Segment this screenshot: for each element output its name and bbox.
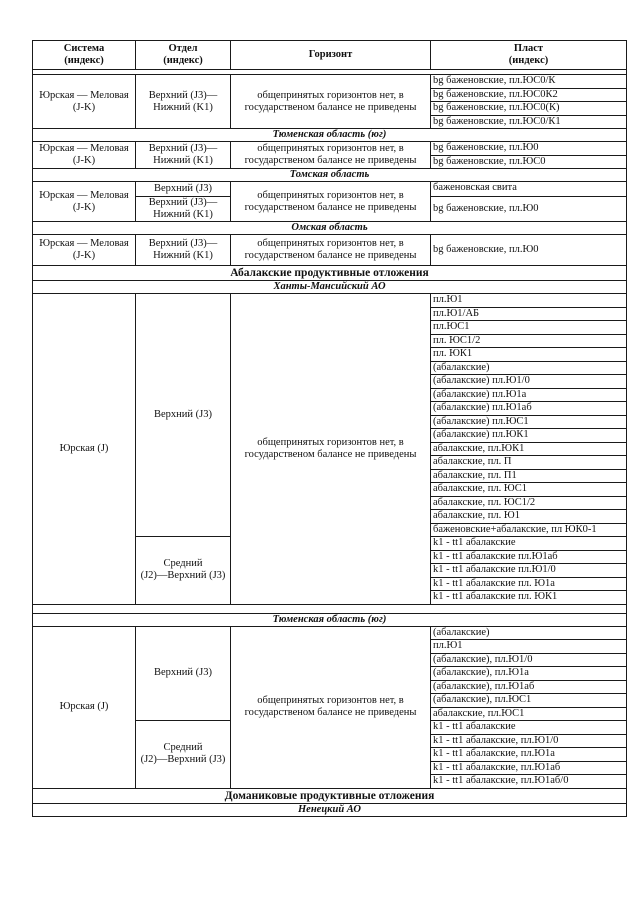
dept-cell: Средний (J2)—Верхний (J3) — [136, 721, 231, 789]
layer-cell: bg баженовские, пл.ЮС0/К — [431, 75, 627, 89]
region-title: Томская область — [33, 169, 627, 182]
layer-cell: k1 - tt1 абалакские, пл.Ю1аб/0 — [431, 775, 627, 789]
blank-row — [33, 604, 627, 613]
dept-cell: Верхний (J3) — [136, 182, 231, 197]
layer-cell: абалакские, пл.ЮС1 — [431, 707, 627, 721]
region-row — [33, 222, 627, 235]
header-horizon: Горизонт — [231, 41, 431, 70]
group-row — [33, 266, 627, 281]
layer-cell: (абалакские), пл.ЮС1 — [431, 694, 627, 708]
table-row — [33, 142, 627, 156]
region-title: Тюменская область (юг) — [33, 613, 627, 626]
region-title: Омская область — [33, 222, 627, 235]
region-row — [33, 803, 627, 816]
layer-cell: абалакские, пл.ЮК1 — [431, 442, 627, 456]
layer-cell: k1 - tt1 абалакские, пл.Ю1аб — [431, 761, 627, 775]
system-cell: Юрская — Меловая (J-K) — [33, 142, 136, 169]
deposits-table — [32, 40, 627, 817]
layer-cell: (абалакские) — [431, 361, 627, 375]
layer-cell: абалакские, пл. ЮС1 — [431, 483, 627, 497]
layer-cell: bg баженовские, пл.ЮС0 — [431, 155, 627, 169]
dept-cell: Верхний (J3)— Нижний (K1) — [136, 142, 231, 169]
layer-cell: k1 - tt1 абалакские — [431, 537, 627, 551]
group-title: Доманиковые продуктивные отложения — [33, 788, 627, 803]
layer-cell: k1 - tt1 абалакские пл. ЮК1 — [431, 591, 627, 605]
horizon-cell: общепринятых горизонтов нет, в государственом балансе не приведены — [231, 75, 431, 129]
layer-cell: k1 - tt1 абалакские, пл.Ю1/0 — [431, 734, 627, 748]
table-row — [33, 235, 627, 266]
layer-cell: пл.ЮС1 — [431, 321, 627, 335]
table-row — [33, 182, 627, 197]
system-cell: Юрская (J) — [33, 294, 136, 605]
layer-cell: абалакские, пл. ЮС1/2 — [431, 496, 627, 510]
horizon-cell: общепринятых горизонтов нет, в государственом балансе не приведены — [231, 182, 431, 222]
layer-cell: пл. ЮС1/2 — [431, 334, 627, 348]
layer-cell: (абалакские) пл.Ю1аб — [431, 402, 627, 416]
layer-cell: bg баженовские, пл.ЮС0К2 — [431, 88, 627, 102]
layer-cell: (абалакские) пл.ЮС1 — [431, 415, 627, 429]
dept-cell: Верхний (J3) — [136, 294, 231, 537]
layer-cell: (абалакские), пл.Ю1/0 — [431, 653, 627, 667]
horizon-cell: общепринятых горизонтов нет, в государственом балансе не приведены — [231, 626, 431, 788]
layer-cell: k1 - tt1 абалакские — [431, 721, 627, 735]
dept-cell: Верхний (J3)— Нижний (K1) — [136, 75, 231, 129]
layer-cell: bg баженовские, пл.ЮС0(К) — [431, 102, 627, 116]
dept-cell: Средний (J2)—Верхний (J3) — [136, 537, 231, 605]
layer-cell: пл. ЮК1 — [431, 348, 627, 362]
dept-cell: Верхний (J3)— Нижний (K1) — [136, 235, 231, 266]
layer-cell: (абалакские), пл.Ю1а — [431, 667, 627, 681]
layer-cell: bg баженовские, пл.Ю0 — [431, 197, 627, 222]
layer-cell: пл.Ю1 — [431, 640, 627, 654]
horizon-cell: общепринятых горизонтов нет, в государственом балансе не приведены — [231, 142, 431, 169]
region-title: Ненецкий АО — [33, 803, 627, 816]
layer-cell: k1 - tt1 абалакские пл.Ю1/0 — [431, 564, 627, 578]
horizon-cell: общепринятых горизонтов нет, в государственом балансе не приведены — [231, 235, 431, 266]
region-title: Ханты-Мансийский АО — [33, 281, 627, 294]
system-cell: Юрская (J) — [33, 626, 136, 788]
layer-cell: bg баженовские, пл.Ю0 — [431, 142, 627, 156]
region-row — [33, 129, 627, 142]
system-cell: Юрская — Меловая (J-K) — [33, 235, 136, 266]
document-page — [32, 40, 626, 817]
region-title: Тюменская область (юг) — [33, 129, 627, 142]
layer-cell: (абалакские) — [431, 626, 627, 640]
layer-cell: (абалакские) пл.Ю1а — [431, 388, 627, 402]
region-row — [33, 281, 627, 294]
layer-cell: баженовские+абалакские, пл ЮК0-1 — [431, 523, 627, 537]
layer-cell: абалакские, пл. Ю1 — [431, 510, 627, 524]
layer-cell: (абалакские), пл.Ю1аб — [431, 680, 627, 694]
layer-cell: (абалакские) пл.Ю1/0 — [431, 375, 627, 389]
layer-cell: пл.Ю1 — [431, 294, 627, 308]
horizon-cell: общепринятых горизонтов нет, в государственом балансе не приведены — [231, 294, 431, 605]
header-system: Система (индекс) — [33, 41, 136, 70]
table-row — [33, 626, 627, 640]
dept-cell: Верхний (J3) — [136, 626, 231, 721]
layer-cell: абалакские, пл. П — [431, 456, 627, 470]
layer-cell: (абалакские) пл.ЮК1 — [431, 429, 627, 443]
region-row — [33, 613, 627, 626]
group-row — [33, 788, 627, 803]
group-title: Абалакские продуктивные отложения — [33, 266, 627, 281]
table-row — [33, 294, 627, 308]
layer-cell: bg баженовские, пл.ЮС0/К1 — [431, 115, 627, 129]
layer-cell: k1 - tt1 абалакские, пл.Ю1а — [431, 748, 627, 762]
region-row — [33, 169, 627, 182]
layer-cell: k1 - tt1 абалакские пл. Ю1а — [431, 577, 627, 591]
system-cell: Юрская — Меловая (J-K) — [33, 75, 136, 129]
table-row — [33, 75, 627, 89]
layer-cell: bg баженовские, пл.Ю0 — [431, 235, 627, 266]
dept-cell: Верхний (J3)— Нижний (K1) — [136, 197, 231, 222]
header-row — [33, 41, 627, 70]
layer-cell: пл.Ю1/АБ — [431, 307, 627, 321]
header-layer: Пласт (индекс) — [431, 41, 627, 70]
layer-cell: k1 - tt1 абалакские пл.Ю1аб — [431, 550, 627, 564]
system-cell: Юрская — Меловая (J-K) — [33, 182, 136, 222]
layer-cell: баженовская свита — [431, 182, 627, 197]
layer-cell: абалакские, пл. П1 — [431, 469, 627, 483]
header-dept: Отдел (индекс) — [136, 41, 231, 70]
